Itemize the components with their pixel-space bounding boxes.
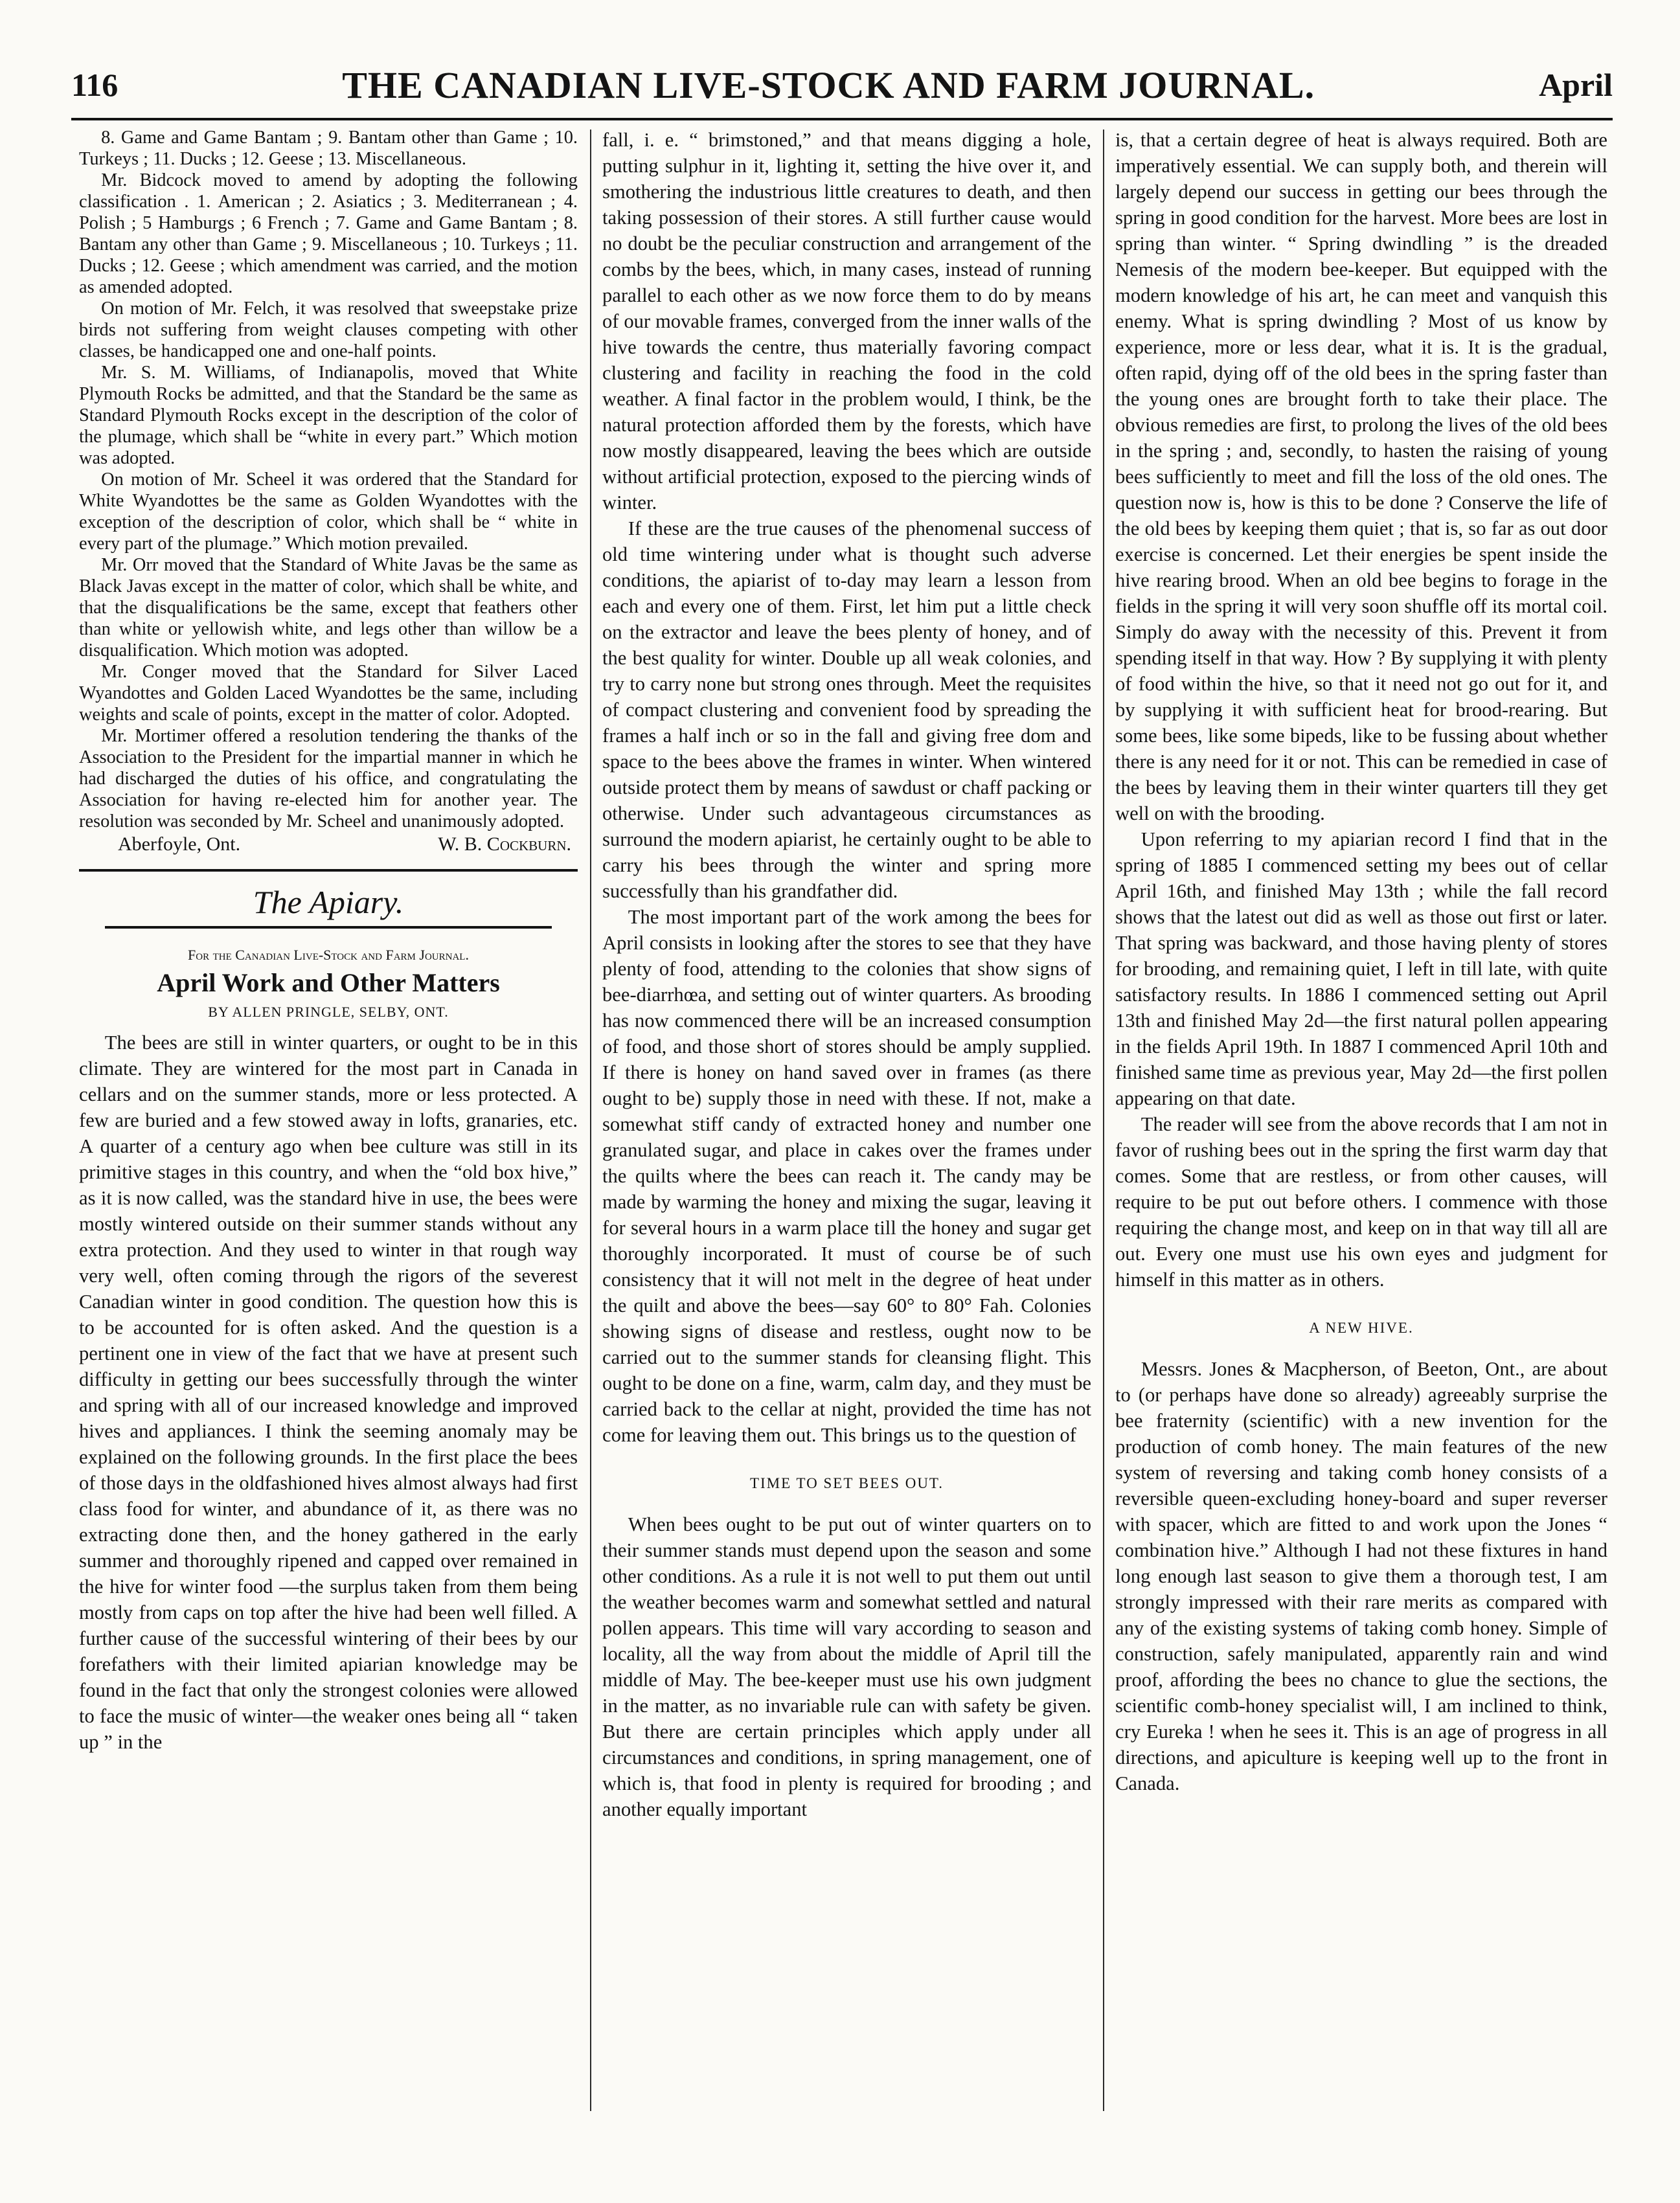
article-paragraph: When bees ought to be put out of winter quarters on to their summer stands must depend upon the season and some other conditions. As a rule it is not well to put them out until the weather becomes warm and somewhat settled and natural pollen appears. This time will vary according to season and locality, all the way from about the middle of April till the middle of May. The bee-keeper must use his own judgment in the matter, as no invariable rule can with safety be given. But there are certain principles which apply under all circumstances and conditions, in spring management, one of which is, that food in plenty is required for brooding ; and another equally important	[602, 1513, 1091, 1820]
page-header	[71, 56, 1613, 114]
article-paragraph: The most important part of the work among the bees for April consists in looking after the stores to see that they have plenty of food, attending to the colonies that show signs of bee-diarrhœa, and setting out of winter quarters. As brooding has now commenced there will be an increased consumption of food, and those short of stores should be amply supplied. If there is honey on hand saved over in frames (as there ought to be) supply those in need with these. If not, make a somewhat stiff candy of extracted honey and number one granulated sugar, and place in cakes over the frames under the quilts where the bees can reach it. The candy may be made by warming the honey and mixing the sugar, leaving it for several hours in a warm place till the honey and sugar get thoroughly incorporated. It must of course be of such consistency that it will not melt in the degree of heat under the quilt and above the bees—say 60° to 80° Fah. Colonies showing signs of disease and restless, ought now to be carried out to the summer stands for cleansing flight. This ought to be done on a fine, warm, calm day, and they must be carried back to the cellar at night, provided the time has not come for leaving them out. This brings us to the question of	[602, 906, 1091, 1446]
article-byline: BY ALLEN PRINGLE, SELBY, ONT.	[208, 1004, 449, 1020]
article-title: April Work and Other Matters	[157, 968, 500, 997]
article-paragraph: If these are the true causes of the phenomenal success of old time wintering under what is thought such adverse conditions, the apiarist of to-day may learn a lesson from each and every one of them. First, let him put a little check on the extractor and leave the bees plenty of honey, and of the best quality for winter. Double up all weak colonies, and try to carry none but strong ones through. Meet the requisites of compact clustering and convenient food by spreading the frames a half inch or so in the fall and giving free dom and space to the bees above the frames in winter. When wintered outside protect them by means of sawdust or chaff packing or otherwise. Under such advantageous circumstances as surround the modern apiarist, he certainly ought to be able to carry his bees through the winter and spring more successfully than his grandfather did.	[602, 517, 1091, 902]
minutes-paragraph: Mr. Orr moved that the Standard of White Javas be the same as Black Javas except in the matter of color, which shall be white, and that the disqualifications be the same, except that feathers other than white or yellowish white, and legs other than willow be a disqualification. Which motion was adopted.	[79, 555, 578, 661]
signature-author: W. B. Cockburn.	[438, 833, 571, 855]
article-credit: For the Canadian Live-Stock and Farm Journal.	[188, 947, 469, 963]
journal-title: THE CANADIAN LIVE-STOCK AND FARM JOURNAL.	[342, 63, 1315, 106]
minutes-paragraph: 8. Game and Game Bantam ; 9. Bantam other than Game ; 10. Turkeys ; 11. Ducks ; 12. Geese ; 13. Miscellaneous.	[79, 128, 578, 169]
article-paragraph: Upon referring to my apiarian record I find that in the spring of 1885 I commenced setting my bees out of cellar April 16th, and finished May 13th ; while the fall record shows that the latest out did as well as those out first or later. That spring was backward, and those having plenty of stores for brooding, and remaining quiet, I left in till late, with quite satisfactory results. In 1886 I commenced setting out April 13th and finished May 2d—the first natural pollen appearing in the fields April 19th. In 1887 I commenced April 10th and finished same time as previous year, May 2d—the first pollen appearing on that date.	[1115, 828, 1607, 1109]
article-paragraph: is, that a certain degree of heat is always required. Both are imperatively essential. We can supply both, and therein will largely depend our success in getting our bees through the spring in good condition for the harvest. More bees are lost in spring than winter. “ Spring dwindling ” is the dreaded Nemesis of the modern bee-keeper. But equipped with the modern knowledge of his art, he can meet and vanquish this enemy. What is spring dwindling ? Most of us know by experience, more or less dear, what it is. It is the gradual, often rapid, dying off of the old bees in the spring faster than the young ones are brought forth to take their place. The obvious remedies are first, to prolong the lives of the old bees in the spring ; and, secondly, to hasten the raising of young bees sufficiently to meet and fill the loss of the old ones. The question now is, how is this to be done ? Conserve the life of the old bees by keeping them quiet ; that is, so far as out door exercise is concerned. Let their energies be spent inside the hive rearing brood. When an old bee begins to forage in the fields in the spring it will very soon shuffle off its mortal coil. Simply do away with the necessity of this. Prevent it from spending itself in that way. How ? By supplying it with plenty of food within the hive, so that it need not go out for it, and by supplying it with sufficient heat for brood-rearing. But some bees, like some bipeds, like to be fussing about whether there is any need for it or not. This can be remedied in case of the bees by leaving them in their winter quarters till they get well on with the brooding.	[1115, 129, 1607, 824]
column-divider	[590, 130, 591, 2111]
column-2	[602, 127, 1091, 2102]
article-paragraph: Messrs. Jones & Macpherson, of Beeton, Ont., are about to (or perhaps have done so already) agreeably surprise the bee fraternity (scientific) with a new invention for the production of comb honey. The main features of the new system of reversing and taking comb honey consists of a reversible queen-excluding honey-board and super reverser with spacer, which are fitted to and work upon the Jones “ combination hive.” Although I had not these fixtures in hand long enough last season to give them a thorough test, I am strongly impressed with their rare merits as compared with any of the existing systems of taking comb honey. Simple of construction, safely manipulated, apparently rain and wind proof, affording the bees no chance to glue the sections, the scientific comb-honey specialist will, I am inclined to think, cry Eureka ! when he sees it. This is an age of progress in all directions, and apiculture is keeping well up to the front in Canada.	[1115, 1358, 1607, 1794]
subheading: A NEW HIVE.	[1309, 1320, 1414, 1336]
header-rule	[71, 118, 1613, 120]
subheading: TIME TO SET BEES OUT.	[749, 1475, 944, 1491]
signature-place: Aberfoyle, Ont.	[118, 833, 241, 855]
article-paragraph: The bees are still in winter quarters, or ought to be in this climate. They are wintered for the most part in Canada in cellars and on the summer stands, more or less protected. A few are buried and a few stowed away in lofts, granaries, etc. A quarter of a century ago when bee culture was still in its primitive stages in this country, and when the “old box hive,” as it is now called, was the standard hive in use, the bees were mostly wintered outside on their summer stands without any extra protection. And they used to winter in that rough way very well, often coming through the rigors of the severest Canadian winter in good condition. The question how this is to be accounted for is often asked. And the question is a pertinent one in view of the fact that we have at present such difficulty in getting our bees successfully through the winter and spring with all of our increased knowledge and improved hives and appliances. I think the seeming anomaly may be explained on the following grounds. In the first place the bees of those days in the oldfashioned hives almost always had first class food for winter, and abundance of it, as there was no extracting done then, and the honey gathered in the early summer and thoroughly ripened and capped over remained in the hive for winter food —the surplus taken from them being mostly from caps on top after the hive had been well filled. A further cause of the successful wintering of their bees by our forefathers with their limited apiarian knowledge may be found in the fact that only the strongest colonies were allowed to face the music of winter—the weaker ones being all “ taken up ” in the	[79, 1032, 578, 1753]
column-3	[1115, 127, 1607, 2102]
minutes-paragraph: Mr. Conger moved that the Standard for Silver Laced Wyandottes and Golden Laced Wyandottes be the same, including weights and scale of points, except in the matter of color. Adopted.	[79, 662, 578, 725]
article-paragraph: fall, i. e. “ brimstoned,” and that means digging a hole, putting sulphur in it, lighting it, setting the hive over it, and smothering the industrious little creatures to death, and then taking possession of their stores. A still further cause would no doubt be the peculiar construction and arrangement of the combs by the bees, which, in many cases, instead of running parallel to each other as we now force them to do by means of our movable frames, converged from the inner walls of the hive towards the centre, thus materially favoring compact clustering and facility in reaching the food in the cold weather. A final factor in the problem would, I think, be the natural protection afforded them by the forests, which have now mostly disappeared, leaving the bees which are outside without artificial protection, exposed to the piercing winds of winter.	[602, 129, 1091, 514]
department-heading: The Apiary.	[253, 884, 404, 920]
minutes-paragraph: Mr. S. M. Williams, of Indianapolis, moved that White Plymouth Rocks be admitted, and that the Standard be the same as Standard Plymouth Rocks except in the description of the color of the plumage, which shall be “white in every part.” Which motion was adopted.	[79, 363, 578, 468]
section-rule	[105, 926, 552, 929]
association-minutes	[79, 127, 578, 855]
minutes-paragraph: On motion of Mr. Scheel it was ordered that the Standard for White Wyandottes be the same as Golden Wyandottes with the exception of the description of color, which shall be “ white in every part of the plumage.” Which motion prevailed.	[79, 469, 578, 554]
page-number: 116	[71, 67, 119, 103]
column-divider	[1103, 130, 1104, 2111]
article-paragraph: The reader will see from the above records that I am not in favor of rushing bees out in the spring the first warm day that comes. Some that are restless, or from other causes, will require to be put out before others. I commence with those requiring the change most, and keep on in that way till all are out. Every one must use his own eyes and judgment for himself in this matter as in others.	[1115, 1113, 1607, 1291]
minutes-paragraph: Mr. Mortimer offered a resolution tendering the thanks of the Association to the President for the impartial manner in which he had discharged the duties of his office, and congratulating the Association for having re-elected him for another year. The resolution was seconded by Mr. Scheel and unanimously adopted.	[79, 726, 578, 831]
minutes-paragraph: On motion of Mr. Felch, it was resolved that sweepstake prize birds not suffering from weight clauses competing with other classes, be handicapped one and one-half points.	[79, 299, 578, 361]
minutes-paragraph: Mr. Bidcock moved to amend by adopting the following classification . 1. American ; 2. Asiatics ; 3. Mediterranean ; 4. Polish ; 5 Hamburgs ; 6 French ; 7. Game and Game Bantam ; 8. Bantam any other than Game ; 9. Miscellaneous ; 10. Turkeys ; 11. Ducks ; 12. Geese ; which amendment was carried, and the motion as amended adopted.	[79, 170, 578, 297]
issue-month: April	[1539, 67, 1613, 103]
column-1	[79, 127, 578, 2102]
signature-line	[79, 833, 578, 855]
article	[79, 945, 578, 1755]
section-rule	[79, 869, 578, 872]
